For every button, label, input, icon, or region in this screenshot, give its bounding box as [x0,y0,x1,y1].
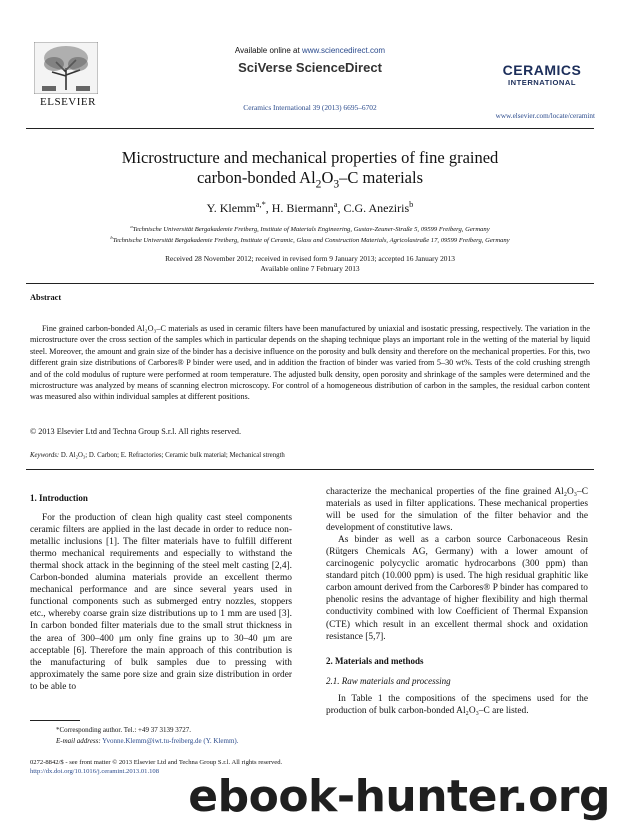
journal-logo [490,62,594,87]
binder-paragraph: As binder as well as a carbon source Carbonaceous Resin (Rütgers Chemicals AG, Germany) with a lower amount of carcinogenic polycyclic aromatic hydrocarbons (300 ppm) than standard pitch (10.000 ppm) is used. The high residual graphitic like carbon amount derived from the Carbores® P binder has compared to phenolic resins the advantage of higher flexibility and high thermal conductivity combined with low Coefficient of Thermal Expansion (CTE) which result in an excellent thermal shock and oxidation resistance [5,7]. [326,535,588,642]
author-2[interactable]: H. Biermann$^a$ [271,200,338,215]
abstract-text: Fine grained carbon-bonded Al₂O₃–C materials as used in ceramic filters have been manufactured by uniaxial and isostatic pressing, respectively. The variation in the microstructure over the cross section of the samples which in particular depends on the shaping technique plays an important role in the wetting of the material by liquid steel. Moreover, the amount and grain size of the binder has a decisive influence on the porosity and bulk density and therefore on the mechanical properties. For this, two different grain size distributions of Carbores® P binder were used, and in addition the fraction of binder was varied from 5–30 wt%. Tests of the cold crushing strength and of the cold modulus of rupture were performed at room temperature. The adjusted bulk density, open porosity and shrinkage of the samples were determined and the microstructure was analyzed by means of scanning electron microscopy. For control of a homogeneous distribution of carbon in the samples, the residual carbon content was measured also within individual samples at different positions. [30,324,590,402]
intro-paragraph: For the production of clean high quality cast steel components ceramic filters are applied in the last decade in order to reduce non-metallic inclusions [1]. The filter materials have to fulfill different thermo mechanical requirements and especially to withstand the thermal shock attack in the beginning of the steel melt casting [2,4]. Carbon-bonded alumina materials provide an excellent thermo mechanical performance and are since several years used in functional components such as submerged entry nozzles, stoppers etc., whereby coarse grain size distributions up to 1 mm are used [3]. In carbon bonded filter materials due to the small strut thickness in the area of 300–400 μm only fine grains up to 30–40 μm are acceptable [6]. Therefore the main approach of this contribution is the manufacturing of bulk samples due to pressing with approximately the same pore size and grain size distribution in order to be able to [30,513,292,692]
keywords-list: D. Al₂O₃; D. Carbon; E. Refractories; Ceramic bulk material; Mechanical strength [60,452,285,459]
section-2-heading: 2. Materials and methods [326,655,424,666]
footer-doi[interactable]: http://dx.doi.org/10.1016/j.ceramint.2013.01.108 [30,768,159,775]
footnote-email: E-mail address: Yvonne.Klemm@iwt.tu-freiberg.de (Y. Klemm). [56,736,239,745]
elsevier-tree-icon [34,42,98,94]
subsection-2-1-heading: 2.1. Raw materials and processing [326,675,451,686]
authors: Y. Klemm$^{a,*}$, H. Biermann$^a$, C.G. Aneziris$^b$ [206,200,414,215]
right-column [326,486,588,717]
footnote-corresponding: *Corresponding author. Tel.: +49 37 3139 3727. [56,726,191,734]
paragraph-continued: characterize the mechanical properties of the fine grained Al₂O₃–C materials as used in filter applications. These mechanical properties will be used for the simulation of the filter behavior and the development of constitutive laws. [326,487,588,534]
footer-front-matter: 0272-8842/$ - see front matter © 2013 Elsevier Ltd and Techna Group S.r.l. All rights reserved. [30,759,283,766]
abstract-copyright: © 2013 Elsevier Ltd and Techna Group S.r.l. All rights reserved. [30,427,242,436]
keywords [30,452,285,459]
footnote [56,725,306,746]
available-prefix: Available online at [234,46,300,55]
affiliations [30,224,590,246]
journal-logo-subtitle: INTERNATIONAL [508,78,576,87]
materials-paragraph: In Table 1 the compositions of the specimens used for the production of bulk carbon-bonded Al₂O₃–C are listed. [326,693,588,716]
author-3[interactable]: C.G. Aneziris$^b$ [343,200,414,215]
affiliation-a: $^a$Technische Universität Bergakademie Freiberg, Institute of Materials Engineering, Gustav-Zeuner-Straße 5, 09599 Freiberg, Germany [130,223,490,233]
title-line-2: carbon-bonded $Al_2O_3-C$ materials [196,168,424,191]
article-title [40,148,580,191]
sciverse-logo: SciVerse ScienceDirect [238,60,382,75]
author-1[interactable]: Y. Klemm$^{a,*}$ [206,200,266,215]
dates-online: Available online 7 February 2013 [260,264,360,273]
left-column [30,486,292,693]
journal-url[interactable]: www.elsevier.com/locate/ceramint [495,112,595,120]
abstract-bottom-rule [26,469,594,470]
keywords-label: Keywords: [30,452,60,459]
footnote-rule [30,720,80,721]
affiliation-b: $^b$Technische Universität Bergakademie Freiberg, Institute of Ceramic, Glass and Construction Materials, Agricolastraße 17, 09599 Freiberg, Germany [110,234,510,244]
header-rule [26,128,594,129]
elsevier-logo [28,42,108,108]
journal-logo-title: CERAMICS [502,62,582,78]
dates-received: Received 28 November 2012; received in revised form 9 January 2013; accepted 16 January 2013 [165,254,455,263]
available-online [150,46,470,55]
journal-reference[interactable]: Ceramics International 39 (2013) 6695–6702 [243,103,377,112]
abstract-heading: Abstract [30,293,62,302]
email-link[interactable]: Yvonne.Klemm@iwt.tu-freiberg.de (Y. Klemm). [102,736,239,745]
watermark: ebook-hunter.org [188,771,610,822]
section-1-heading: 1. Introduction [30,493,88,503]
title-line-1: Microstructure and mechanical properties of fine grained [121,148,499,167]
article-dates [40,254,580,274]
publisher-name: ELSEVIER [40,96,96,108]
abstract-top-rule [26,283,594,284]
sciencedirect-link[interactable]: www.sciencedirect.com [301,46,386,55]
